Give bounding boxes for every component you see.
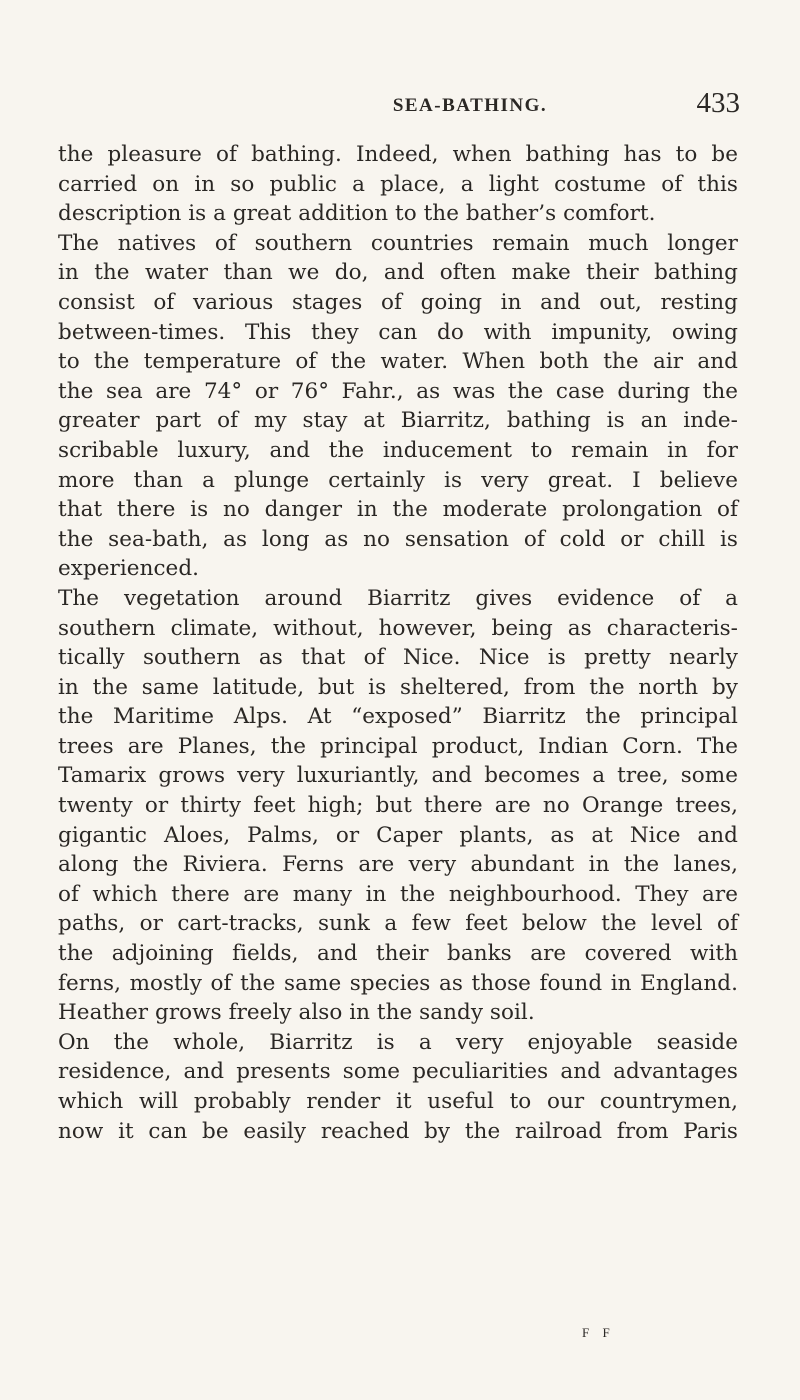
text-line: in the same latitude, but is sheltered, from the north by [58,674,738,700]
text-line: The natives of southern countries remain much longer [58,230,738,256]
text-line: now it can be easily reached by the railroad from Paris [58,1118,738,1144]
text-line: carried on in so public a place, a light costume of this [58,171,738,197]
text-line: of which there are many in the neighbourhood. They are [58,881,738,907]
text-line: tically southern as that of Nice. Nice is pretty nearly [58,645,738,671]
text-line: the sea are 74° or 76° Fahr., as was the case during the [58,378,738,404]
text-line: southern climate, without, however, being as characteris- [58,615,738,641]
text-line: the Maritime Alps. At “exposed” Biarritz the principal [58,704,738,730]
page-number: 433 [696,87,740,119]
text-line: Tamarix grows very luxuriantly, and becomes a tree, some [58,763,738,789]
text-line: ferns, mostly of the same species as those found in England. [58,970,738,996]
text-line: description is a great addition to the bather’s comfort. [58,201,656,227]
text-line: The vegetation around Biarritz gives evidence of a [58,585,738,611]
text-line: to the temperature of the water. When both the air and [58,349,738,375]
text-line: gigantic Aloes, Palms, or Caper plants, as at Nice and [58,822,738,848]
text-line: greater part of my stay at Biarritz, bathing is an inde- [58,408,738,434]
text-line: in the water than we do, and often make their bathing [58,260,738,286]
text-line: which will probably render it useful to our countrymen, [58,1089,738,1114]
body-text [58,140,738,1146]
text-line: scribable luxury, and the inducement to remain in for [58,437,738,463]
text-line: residence, and presents some peculiarities and advantages [58,1059,738,1085]
text-line: paths, or cart-tracks, sunk a few feet below the level of [58,911,738,937]
text-line: more than a plunge certainly is very great. I believe [58,467,738,493]
text-line: the sea-bath, as long as no sensation of cold or chill is [58,526,738,552]
text-line: that there is no danger in the moderate prolongation of [58,497,738,523]
signature-mark: F F [582,1325,615,1340]
text-line: experienced. [58,556,200,582]
text-line: trees are Planes, the principal product, Indian Corn. The [58,733,738,759]
text-line: the adjoining fields, and their banks are covered with [58,941,738,967]
text-line: Heather grows freely also in the sandy soil. [58,1000,535,1026]
text-line: the pleasure of bathing. Indeed, when bathing has to be [58,142,738,167]
running-head [0,85,800,125]
text-line: between-times. This they can do with impunity, owing [58,319,738,345]
text-line: On the whole, Biarritz is a very enjoyable seaside [58,1029,738,1055]
text-line: consist of various stages of going in and out, resting [58,289,738,315]
running-title: SEA-BATHING. [392,95,548,116]
text-line: along the Riviera. Ferns are very abundant in the lanes, [58,852,738,878]
text-line: twenty or thirty feet high; but there are no Orange trees, [58,793,738,819]
